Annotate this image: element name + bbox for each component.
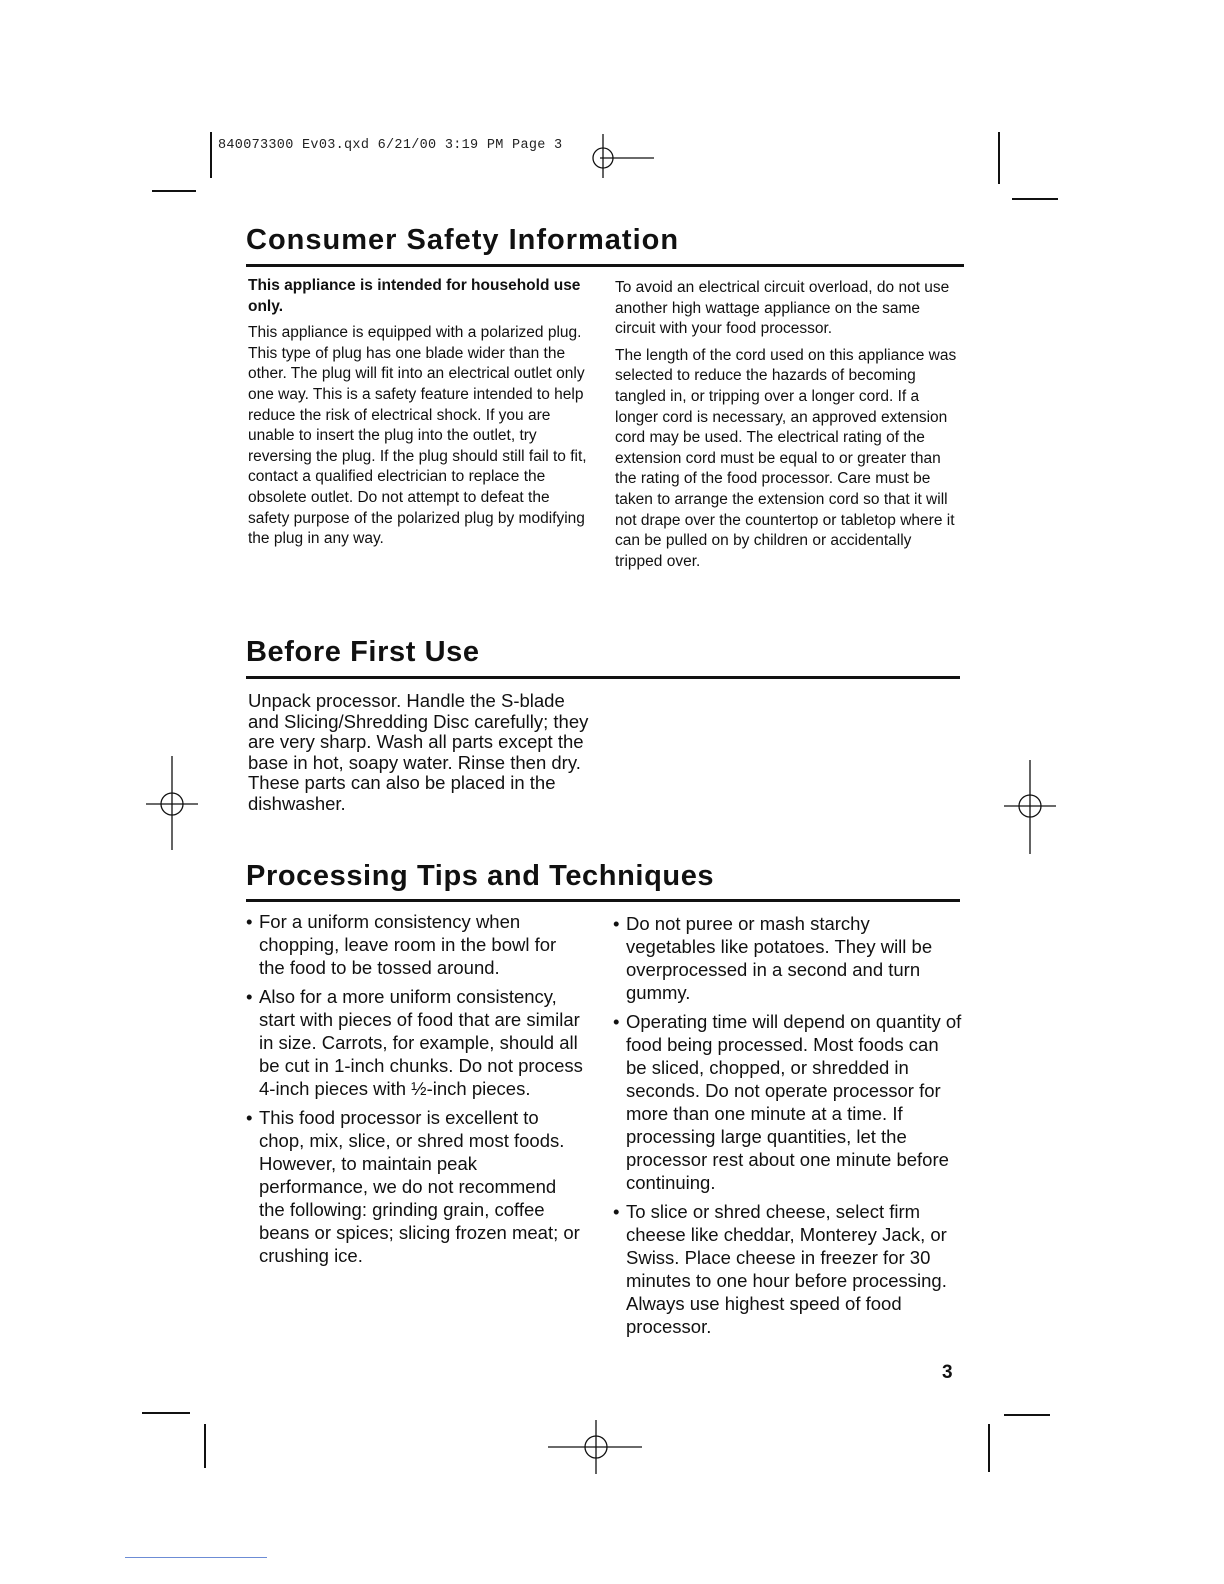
crop-mark bbox=[210, 132, 212, 178]
crop-mark bbox=[998, 132, 1000, 184]
registration-mark-icon bbox=[1004, 760, 1058, 856]
crop-mark bbox=[1012, 198, 1058, 200]
section-rule bbox=[246, 899, 960, 902]
list-item: • Operating time will depend on quantity of food being processed. Most foods can be sliced, chopped, or shredded in seconds. Do not operate processor for more than one minute at a time. If processing large quantities, let the processor rest about one minute before continuing. bbox=[613, 1010, 963, 1194]
list-item: • For a uniform consistency when chopping, leave room in the bowl for the food to be tossed around. bbox=[246, 910, 586, 979]
tips-left-list bbox=[246, 910, 586, 1273]
section-title-safety: Consumer Safety Information bbox=[246, 224, 680, 256]
section-rule bbox=[246, 264, 964, 267]
safety-left-column bbox=[248, 276, 593, 556]
page-number: 3 bbox=[942, 1362, 953, 1383]
print-slug: 840073300 Ev03.qxd 6/21/00 3:19 PM Page 3 bbox=[218, 138, 563, 153]
crop-mark bbox=[204, 1424, 206, 1468]
list-item: • To slice or shred cheese, select firm cheese like cheddar, Monterey Jack, or Swiss. Place cheese in freezer for 30 minutes to one hour before processing. Always use highest speed of food processor. bbox=[613, 1200, 963, 1338]
tips-right-list bbox=[613, 912, 963, 1344]
section-title-first-use: Before First Use bbox=[246, 636, 480, 668]
safety-polarized-plug-text: This appliance is equipped with a polarized plug. This type of plug has one blade wider than the other. The plug will fit into an electrical outlet only one way. This is a safety feature intended to help reduce the risk of electrical shock. If you are unable to insert the plug into the outlet, try reversing the plug. If the plug should still fail to fit, contact a qualified electrician to replace the obsolete outlet. Do not attempt to defeat the safety purpose of the polarized plug by modifying the plug in any way. bbox=[248, 324, 587, 548]
section-title-tips: Processing Tips and Techniques bbox=[246, 860, 715, 892]
safety-right-column bbox=[615, 278, 961, 578]
list-item: • This food processor is excellent to chop, mix, slice, or shred most foods. However, to maintain peak performance, we do not recommend the following: grinding grain, coffee beans or spices; slicing frozen meat; or crushing ice. bbox=[246, 1106, 586, 1267]
list-item: • Do not puree or mash starchy vegetables like potatoes. They will be overprocessed in a second and turn gummy. bbox=[613, 912, 963, 1004]
registration-mark-icon bbox=[588, 130, 658, 180]
list-item: • Also for a more uniform consistency, start with pieces of food that are similar in size. Carrots, for example, should all be cut in 1-inch chunks. Do not process 4-inch pieces with ½-inch pieces. bbox=[246, 985, 586, 1100]
safety-lead: This appliance is intended for household use only. bbox=[248, 277, 581, 315]
section-rule bbox=[246, 676, 960, 679]
registration-mark-icon bbox=[146, 756, 200, 852]
crop-mark bbox=[1004, 1414, 1050, 1416]
crop-mark bbox=[988, 1424, 990, 1472]
registration-mark-icon bbox=[548, 1420, 644, 1476]
crop-mark bbox=[142, 1412, 190, 1414]
crop-mark bbox=[152, 190, 196, 192]
first-use-text: Unpack processor. Handle the S-blade and Slicing/Shredding Disc carefully; they are very sharp. Wash all parts except the base in hot, soapy water. Rinse then dry. These parts can also be placed in the dishwasher. bbox=[248, 690, 589, 814]
safety-cord-text: The length of the cord used on this appliance was selected to reduce the hazards of becoming tangled in, or tripping over a longer cord. If a longer cord is necessary, an approved extension cord may be used. The electrical rating of the extension cord must be equal to or greater than the rating of the food processor. Care must be taken to arrange the extension cord so that it will not drape over the countertop or tabletop where it can be pulled on by children or accidentally tripped over. bbox=[615, 346, 957, 570]
divider bbox=[125, 1557, 267, 1558]
safety-circuit-text: To avoid an electrical circuit overload, do not use another high wattage appliance on the same circuit with your food processor. bbox=[615, 279, 950, 338]
